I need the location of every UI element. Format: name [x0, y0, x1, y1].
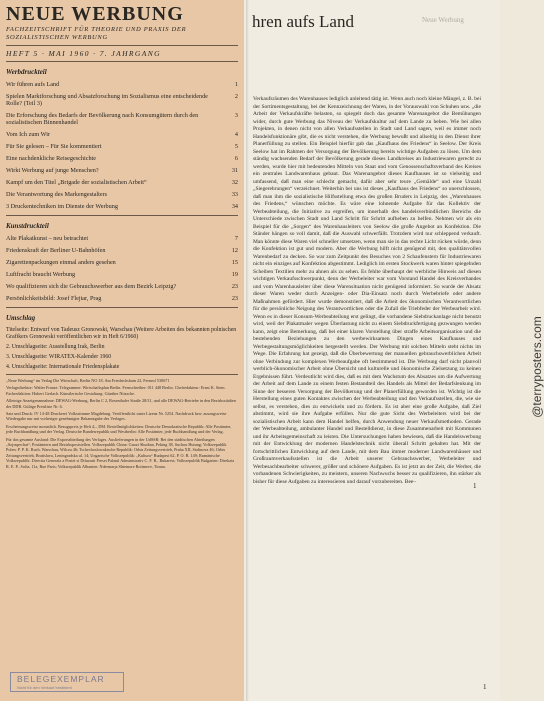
toc-entry-title: Alte Plakatkunst – neu betrachtet: [6, 235, 89, 242]
toc-entry-title: Wir führen aufs Land: [6, 81, 60, 88]
toc-entry: [6, 131, 238, 138]
imprint-block: [6, 378, 238, 469]
toc-entry: [6, 179, 238, 186]
magazine-title: NEUE WERBUNG: [6, 3, 184, 25]
article-title: hren aufs Land: [252, 12, 354, 31]
issue-line: HEFT 5 · MAI 1960 · 7. JAHRGANG: [6, 49, 161, 58]
article-page: [244, 0, 500, 701]
divider: [6, 61, 238, 62]
toc-entry-page: 32: [231, 179, 238, 186]
imprint-paragraph: „Neue Werbung“ im Verlag Die Wirtschaft, Berlin NO 18, Am Friedrichshain 22, Fernruf 530671: [6, 378, 170, 383]
imprint-paragraph: Verlagsdirektor: Walter Franze. Telegramme: Wirtschaftsplan Berlin. Fernschreiber: 011 448 Berlin. Chefredakteur: Ernst K. Stein. Fachredaktion: Hubert Gerlach. Künstlerische Gestaltung: Günther Nitzsche.: [6, 385, 226, 396]
toc-entry-title: Wo qualifizieren sich die Gebrauchswerber aus dem Bezirk Leipzig?: [6, 283, 177, 290]
toc-entry-page: 19: [231, 271, 238, 278]
toc-entry-title: Spielen Marktforschung und Absatzforschung im Sozialismus eine entscheidende Rolle? (Teil 3): [6, 93, 208, 107]
divider: [6, 374, 238, 375]
section-heading-kunstdruckteil: Kunstdruckteil: [6, 222, 49, 230]
imprint-paragraph: Alleinige Anzeigenannahme: DEWAG-Werbung, Berlin C 2, Rosenthaler Straße 28/31, und alle DEWAG-Betriebe in den Bezirksstädten der DDR. Gültige Preisliste Nr. 6.: [6, 398, 236, 409]
toc-entry-title: Zigarettenpackungen einmal anders gesehen: [6, 259, 116, 266]
page-marker: 1: [473, 482, 477, 490]
imprint-paragraph: Erscheinungsweise monatlich. Bezugspreis je Heft 4,– DM. Bestellmöglichkeiten: Deutsche Demokratische Republik: Alle Postämter, jede Buchhandlung und der Verlag. Deutsche Bundesrepublik und Westberlin: Alle Postämter, jede Buchhandlung und der Verlag.: [6, 423, 232, 435]
stamp-small-text: Nicht für den Verkauf bestimmt: [17, 685, 72, 690]
toc-entry-title: Luftfracht braucht Werbung: [6, 271, 76, 278]
toc-entry-title: Die Erforschung des Bedarfs der Bevölkerung nach Konsumgütern durch den sozialistischen Binnenhandel: [6, 112, 199, 126]
toc-entry-title: 3 Druckentechniken im Dienste der Werbung: [6, 203, 118, 210]
toc-entry-title: Eine nachdenkliche Reisegeschichte: [6, 155, 97, 162]
toc-entry: [6, 259, 238, 266]
toc-entry: [6, 271, 238, 278]
toc-entry-page: 15: [231, 259, 238, 266]
toc-entry: [6, 167, 238, 174]
article-body: [253, 96, 481, 486]
toc-entry: [6, 295, 238, 302]
toc-list-werbdruckteil: [6, 81, 238, 210]
divider: [6, 215, 238, 216]
toc-entry-page: 34: [231, 203, 238, 210]
toc-entry-title: Vom Ich zum Wir: [6, 131, 51, 138]
imprint-paragraph: Satz und Druck: IV 14-48 Druckerei Volksstimme Magdeburg. Veröffentlicht unter Lizenz Nr. 5254. Nachdruck bzw. auszugsweise Wiedergabe nur mit vorheriger genehmigter Bekanntgabe des Verlages.: [6, 411, 227, 422]
toc-entry: [6, 247, 238, 254]
toc-entry: [6, 112, 238, 126]
toc-entry: [6, 81, 238, 88]
toc-entry: [6, 191, 238, 198]
toc-entry-page: 23: [231, 295, 238, 302]
toc-entry-title: Friedenskraft der Berliner U-Bahnhöfen: [6, 247, 106, 254]
watermark-text: @terryposters.com: [529, 316, 544, 418]
toc-entry-page: 12: [231, 247, 238, 254]
imprint-paragraph: Für das gesamte Ausland: Die Exportabteilung des Verlages. Auslieferungen in der UdSSR: Bei den städtischen Abteilungen „Sojuspechat“, Postämtern und Bezirkspoststellen. Volksrepublik China: Guozi Shudian, Peking 38, Suchou Hutung; Volksrepublik Polen: P. P. K. Ruch, Warschau, Wilcza 46; Tschechoslowakische Republik: Orbis Zeitungsvertrieb, Praha XII, Stalinova 46; Orbis Zeitungsvertrieb, Bratislava, Leningradska ul. 14; Ungarische Volksrepublik: „Kultura“ Budapest 62, P. O. B. 149; Rumänische Volksrepublik: Directia Generala a Postei si Difuzarii Presei Palatul Administrativ C. F. R., Bukarest; Volksrepublik Bulgarien: Direkzia R. E. P., Sofia, 11a, Rue Paris; Volksrepublik Albanien: Ndermarja Shtetnore Botimeve, Tirana.: [6, 436, 235, 469]
subtitle-line-2: SOZIALISTISCHEN WERBUNG: [6, 34, 108, 41]
toc-entry-title: Wirkt Werbung auf junge Menschen?: [6, 167, 99, 174]
toc-entry-title: Die Verantwortung des Markengestalters: [6, 191, 108, 198]
umschlag-entry: 3. Umschlagseite: WIRATEX-Kalender 1960: [6, 354, 112, 360]
divider: [6, 307, 238, 308]
toc-entry-page: 4: [234, 131, 238, 138]
toc-list-kunstdruckteil: [6, 235, 238, 302]
toc-entry-page: 33: [231, 191, 238, 198]
toc-entry-page: 3: [234, 112, 238, 119]
toc-entry-title: Persönlichkeitsbild: Josef Flejtar, Prag: [6, 295, 102, 302]
toc-entry-title: Kampf um den Titel „Brigade der sozialistischen Arbeit“: [6, 179, 147, 186]
belegexemplar-stamp: [10, 672, 124, 692]
umschlag-entry: Titelseite: Entwurf von Tadeusz Gronowski, Warschau (Weitere Arbeiten des bekannten polnischen Grafikers Gronowski veröffentlichen wir in Heft 6/1960): [6, 327, 237, 340]
stamp-text: BELEGEXEMPLAR: [17, 674, 105, 684]
divider: [6, 45, 238, 46]
toc-entry: [6, 155, 238, 162]
page-number: 1: [483, 683, 487, 691]
section-heading-umschlag: Umschlag: [6, 314, 36, 322]
magazine-cover: [0, 0, 244, 701]
toc-entry: [6, 143, 238, 150]
subtitle-line-1: FACHZEITSCHRIFT FÜR THEORIE UND PRAXIS DER: [6, 26, 187, 33]
toc-entry: [6, 93, 238, 107]
umschlag-list: [6, 327, 238, 371]
toc-entry-page: 1: [234, 81, 238, 88]
toc-entry-page: 7: [234, 235, 238, 242]
umschlag-entry: 4. Umschlagseite: Internationale Friedensplakate: [6, 364, 120, 370]
toc-entry-page: 31: [231, 167, 238, 174]
faint-running-header: Neue Werbung: [422, 16, 464, 24]
toc-entry-page: 23: [231, 283, 238, 290]
article-text: Verkaufsräumen des Warenhauses lediglich anleitend tätig ist. Wenn auch noch kleine Mängel, z. B. bei der Sortimentsgestaltung, bei der Kennzeichnung der Waren, in der Vorauswahl von Schuhen usw. „die Arbeit der Verkaufskräfte belasten, so spiegelt doch das gesamte Warenangebot die Bemühungen wider, durch gute Werbung das Niveau der Verkaufskultur auf dem Lande zu heben. Wie bei allen Projekten, in denen nicht von allen Verkaufsstellen in Stadt und Land sagen, weil es immer noch Handelsfunktionäre gibt, die es nicht verstehen, die Werbung bewußt und allseitig in den Dienst ihrer Planerfüllung zu stellen. Ein Beispiel hierfür gab das „Kaufhaus des Friedens“ in Seelow. Der Kreis Seelow hat im Rahmen der Versorgung der Bevölkerung bereits wichtige Aufgaben zu lösen. Um dem ständig wachsenden Bedarf der Bevölkerung gerade dieses Landkreises an Industriewaren gerecht zu werden, wurde hier mit bedeutenden Mitteln von Staat und vom Genossenschaftsverband des Kreises ein zentrales Landwarenhaus gebaut. Das Warenangebot dieses Kaufhauses ist so vielseitig und umfassend, daß man eine schlecht gemacht, dafür aber sehr teure „Gemälde“ und eine Unzahl „Siegerehrungen“ verzeichnet. Weiterhin bei uns ist dieses „Kaufhaus des Friedens“ so unerschlossen, daß man ihm die sozialistische Hilfsstellung etwa des großen Bruders in Leipzig, des „Warenhauses des Friedens,“ wünschen möchte. Es wäre eine lohnende Aufgabe für das Kollektiv der Werbeabteilung, die Initiative zu ergreifen, um innerhalb des handelsverbindlichen Bereichs die Unterschiede zwischen Stadt und Land Schritt für Schritt aufheben zu helfen. Nehmen wir als ein Beispiel für die „Sorgen“ des Warenhausleiters von Seelow die große Angebot an Konfektion. Die Ständer hängen so voll damit, daß die Auswahl schwerfällt. Trotzdem wird nur schleppend verkauft. Man könnte diese Waren viel schneller umsetzen, wenn man sie in das rechte Licht rücken würde, denn die Konfektion ist gut und modern. Aber die Werbung hilft nicht genügend mit, den qualitätsvollen Warenbedarf zu decken. So war zum Zeitpunkt des Besuches von 2 Schaufenstern für Industriewaren nicht ein einziges auf Konfektion abgestimmt. Lediglich im ersten Stockwerk waren hinter spiegelnden Scheiben Textilien mehr zu ahnen als zu sehen. Es fehlte überhaupt der werbliche Hinweis auf diesen wichtigen Verkaufsschwerpunkt, denn der Werbeleiter war vom Vorstand Handel des Kreisverbandes und vom Warenhausleiter über diese Warensituation nicht genügend informiert. So wurde der Absatz dieser Waren weder durch Anzeigen- oder Dia-Einsatz noch durch Werbebriefe oder andere Maßnahmen gefördert. Hier wurde demonstriert, daß die Arbeit des ökonomischen Verantwortlichen für die persönliche Neigung des Verantwortlichen oder die Zufall die Triebfeder der Werbearbeit wird. Wenn es in dieser Konsum-Werbeabteilung erst gelingt, die vorhandene Siebdruckanlage nicht benutzt wird, weil der Plakatmaler wegen Überlastung nicht zu einem Siebdruckfertigung gezwungen werden kann, zeigt eine Bemerkung, daß bei einer klaren Vorstellung über straffe Arbeitsorganisation und die bestehenden Beziehungen zu den werbewirksamen Dingen eines Kaufhauses und Werbegestaltungsmöglichkeiten hergestellt werden. Der Werbung mit solchen Mitteln steht nichts im Wege. Die Erfahrung hat gezeigt, daß die Überbewertung der manuellen gebrauchswerblichen Arbeit ohne Verbindung zur komplexen Werbeaufgabe oft bestimmend ist. Die Werbung darf nicht planvoll werblich-ökonomischer Arbeit ohne Übersicht und kulturelle und ökonomische Zielsetzung zu keinen Ergebnissen führt. Verdeutlicht wird dies, daß es mit dem Wachstum des Absatzes um die Aufwertung der Arbeit auf dem Lande zu einem festen Bestandteil des Handels als Mittel der Bedarfslenkung im Sinne der besseren Versorgung der Bevölkerung und der Planerfüllung geworden ist. Wichtig ist die Herstellung eines guten Kontaktes zwischen der Werbeabteilung und den Verkaufsstellen, die, wie sie selbst, es verstehen, dies zu entwickeln und zu fördern. Es ist aber eine große Aufgabe, daß Ziel abstimmt, wird sie ihre Aufgabe erfüllen. Nur die gute Sicht des Werbeleiters wird bei der sozialistischen Arbeit kann dem Handel helfen, durch Anwendung neuer Verkaufsmethoden. Gerade der Werbeabteilung, ambulanter Handel und Bestelldienst, in diese Zusammenarbeit mit Kommunen und ihr Arbeitsgemeinschaft zu leisten. Die Untersuchungen haben bewiesen, daß die Handelswerbung mit der Entwicklung der modernen Handelstechnik nicht überall Schritt gehalten hat. Mit der fortschrittlichen Entwicklung auf dem Lande, mit dem Bau immer moderner Landwarenhäuser und Großraumverkaufsstellen ist die Arbeit unserer Gebrauchswerber, Werbeleiter und Werbesachbearbeiter schwerer, größer und schönere Aufgaben. Es ist jetzt an der Zeit, die Werber, die vorhandenen Schwierigkeiten, zu meistern, unseren Nachwuchs besser zu qualifizieren, ihn stärker als bisher für diese Aufgaben zu interessieren und darauf vorzubereiten. Bee–: [253, 96, 482, 485]
toc-entry: [6, 203, 238, 210]
toc-entry-page: 2: [234, 93, 238, 100]
toc-entry: [6, 283, 238, 290]
magazine-subtitle: [6, 26, 238, 42]
toc-entry-page: 6: [234, 155, 238, 162]
umschlag-entry: 2. Umschlagseite: Ausstellung Irak, Berlin: [6, 344, 105, 350]
toc-entry-page: 5: [234, 143, 238, 150]
toc-entry: [6, 235, 238, 242]
toc-entry-title: Für Sie gelesen – Für Sie kommentiert: [6, 143, 102, 150]
section-heading-werbdruckteil: Werbdruckteil: [6, 68, 47, 76]
cover-content: [6, 3, 238, 471]
